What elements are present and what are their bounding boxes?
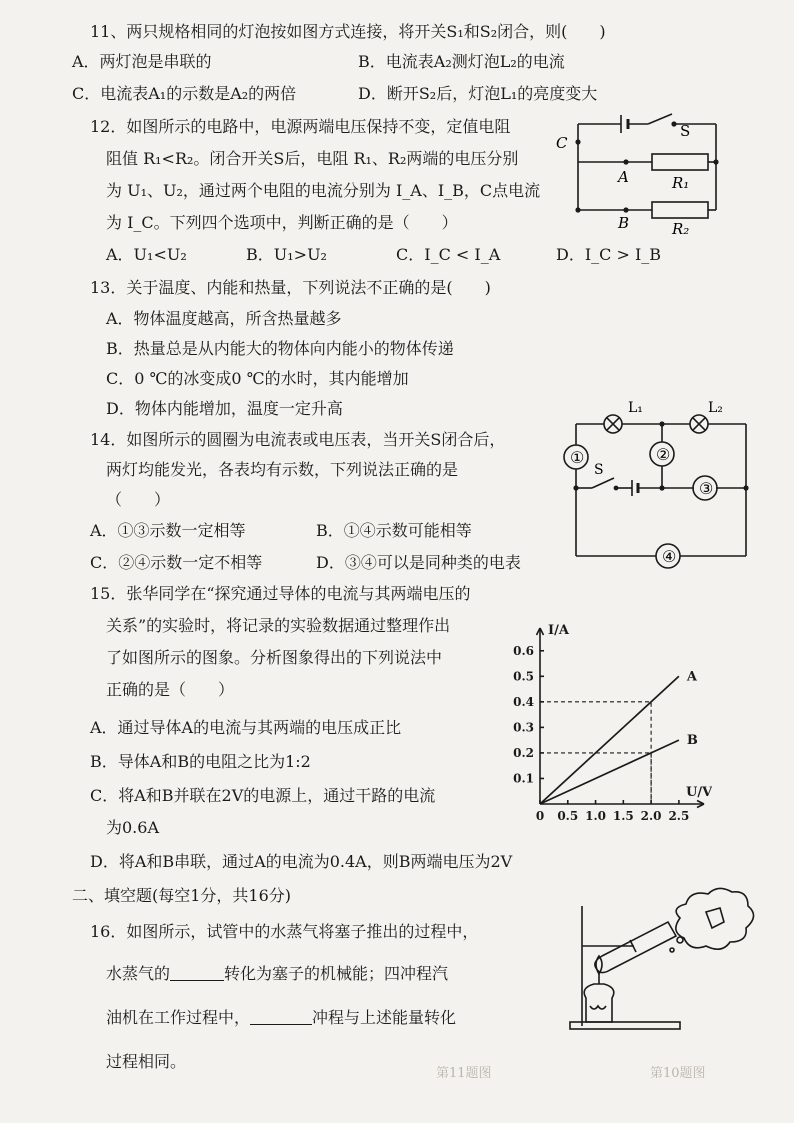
q14-meter-1: ① (570, 448, 585, 467)
q16-stem-2b: 转化为塞子的机械能；四冲程汽 (224, 964, 449, 983)
q12-circuit-diagram (548, 112, 728, 237)
q14-label-l1: L₁ (628, 400, 643, 416)
q15-stem-1: 15．张华同学在“探究通过导体的电流与其两端电压的 (90, 584, 471, 603)
q15-option-a: A．通过导体A的电流与其两端的电压成正比 (90, 718, 402, 737)
q14-circuit-diagram (558, 398, 758, 570)
q14-stem-1: 14．如图所示的圆圈为电流表或电压表，当开关S闭合后， (90, 430, 506, 449)
q14-meter-4: ④ (662, 547, 677, 566)
q12-label-a: A (618, 168, 629, 186)
y-tick-label: 0.4 (513, 694, 534, 709)
q12-label-c: C (556, 134, 568, 152)
series-label-b: B (686, 733, 698, 749)
q11-option-b: B．电流表A₂测灯泡L₂的电流 (358, 52, 565, 71)
q14-meter-3: ③ (699, 479, 714, 498)
q14-option-a: A．①③示数一定相等 (90, 521, 246, 540)
series-line-a (540, 676, 679, 804)
q15-option-d: D．将A和B串联，通过A的电流为0.4A，则B两端电压为2V (90, 852, 513, 871)
q16-blank-2[interactable] (250, 1008, 312, 1025)
q12-stem-3: 为 U₁、U₂，通过两个电阻的电流分别为 I_A、I_B，C点电流 (106, 181, 541, 200)
q16-blank-1[interactable] (170, 964, 224, 981)
q11-option-a: A．两灯泡是串联的 (72, 52, 212, 71)
q16-stem-4: 过程相同。 (106, 1052, 187, 1071)
y-tick-label: 0.6 (513, 643, 534, 658)
series-label-a: A (686, 669, 697, 685)
y-tick-label: 0.5 (513, 669, 534, 684)
q16-stem-2 (106, 964, 448, 984)
q16-stem-3a: 油机在工作过程中， (106, 1008, 251, 1027)
q14-stem-2: 两灯均能发光，各表均有示数，下列说法正确的是 (106, 460, 459, 479)
q15-option-c-1: C．将A和B并联在2V的电源上，通过干路的电流 (90, 786, 436, 805)
q12-stem-4: 为 I_C。下列四个选项中，判断正确的是（ ） (106, 213, 458, 232)
y-tick-label: 0.2 (513, 745, 534, 760)
q15-option-c-2: 为0.6A (106, 818, 160, 837)
section-2-title: 二、填空题(每空1分，共16分) (72, 886, 292, 905)
q13-option-a: A．物体温度越高，所含热量越多 (106, 309, 342, 328)
q14-option-d: D．③④可以是同种类的电表 (316, 553, 521, 572)
q16-stem-3b: 冲程与上述能量转化 (312, 1008, 457, 1027)
q14-label-l2: L₂ (708, 400, 723, 416)
y-tick-label: 0.3 (513, 720, 534, 735)
x-tick-label: 0.5 (557, 809, 579, 823)
x-tick-label: 2.5 (668, 809, 690, 823)
x-tick-label: 1.5 (612, 809, 634, 823)
q13-option-b: B．热量总是从内能大的物体向内能小的物体传递 (106, 339, 454, 358)
q16-test-tube-diagram (562, 886, 762, 1036)
y-tick-label: 0.1 (513, 771, 534, 786)
q12-option-a: A．U₁<U₂ (106, 245, 187, 264)
q15-chart (506, 612, 712, 840)
x-tick-label: 2.0 (640, 809, 662, 823)
q16-stem-2a: 水蒸气的 (106, 964, 171, 983)
bleed-through-caption-1: 第10题图 (650, 1066, 706, 1081)
q14-stem-3: （ ） (106, 490, 171, 509)
q16-stem-1: 16．如图所示，试管中的水蒸气将塞子推出的过程中， (90, 922, 479, 941)
q12-option-d: D．I_C > I_B (556, 245, 662, 264)
series-line-b (540, 740, 679, 804)
q12-option-b: B．U₁>U₂ (246, 245, 327, 264)
q12-stem-1: 12．如图所示的电路中，电源两端电压保持不变，定值电阻 (90, 117, 511, 136)
q12-label-s: S (680, 122, 691, 140)
q15-stem-3: 了如图所示的图象。分析图象得出的下列说法中 (106, 648, 443, 667)
q12-stem-2: 阻值 R₁<R₂。闭合开关S后，电阻 R₁、R₂两端的电压分别 (106, 149, 519, 168)
q12-label-b: B (618, 214, 630, 232)
q12-label-r2: R₂ (672, 220, 690, 237)
q13-stem: 13．关于温度、内能和热量，下列说法不正确的是( ) (90, 278, 491, 297)
q15-option-b: B．导体A和B的电阻之比为1:2 (90, 752, 311, 771)
q15-stem-2: 关系”的实验时，将记录的实验数据通过整理作出 (106, 616, 451, 635)
q11-option-d: D．断开S₂后，灯泡L₁的亮度变大 (358, 84, 598, 103)
y-axis-label: I/A (548, 623, 569, 638)
bleed-through-caption-2: 第11题图 (436, 1066, 492, 1081)
q13-option-d: D．物体内能增加，温度一定升高 (106, 399, 343, 418)
x-tick-label: 1.0 (585, 809, 607, 823)
q11-stem: 11、两只规格相同的灯泡按如图方式连接，将开关S₁和S₂闭合，则( ) (90, 22, 606, 41)
q12-option-c: C．I_C < I_A (396, 245, 501, 264)
q11-option-c: C．电流表A₁的示数是A₂的两倍 (72, 84, 297, 103)
x-tick-label: 0 (535, 809, 545, 823)
q13-option-c: C．0 ℃的冰变成0 ℃的水时，其内能增加 (106, 369, 409, 388)
x-axis-label: U/V (686, 785, 712, 800)
q14-option-b: B．①④示数可能相等 (316, 521, 472, 540)
q16-stem-3 (106, 1008, 456, 1028)
q15-stem-4: 正确的是（ ） (106, 680, 235, 699)
q14-label-s: S (594, 462, 604, 478)
q12-label-r1: R₁ (672, 174, 690, 192)
q14-option-c: C．②④示数一定不相等 (90, 553, 263, 572)
q14-meter-2: ② (656, 445, 671, 464)
